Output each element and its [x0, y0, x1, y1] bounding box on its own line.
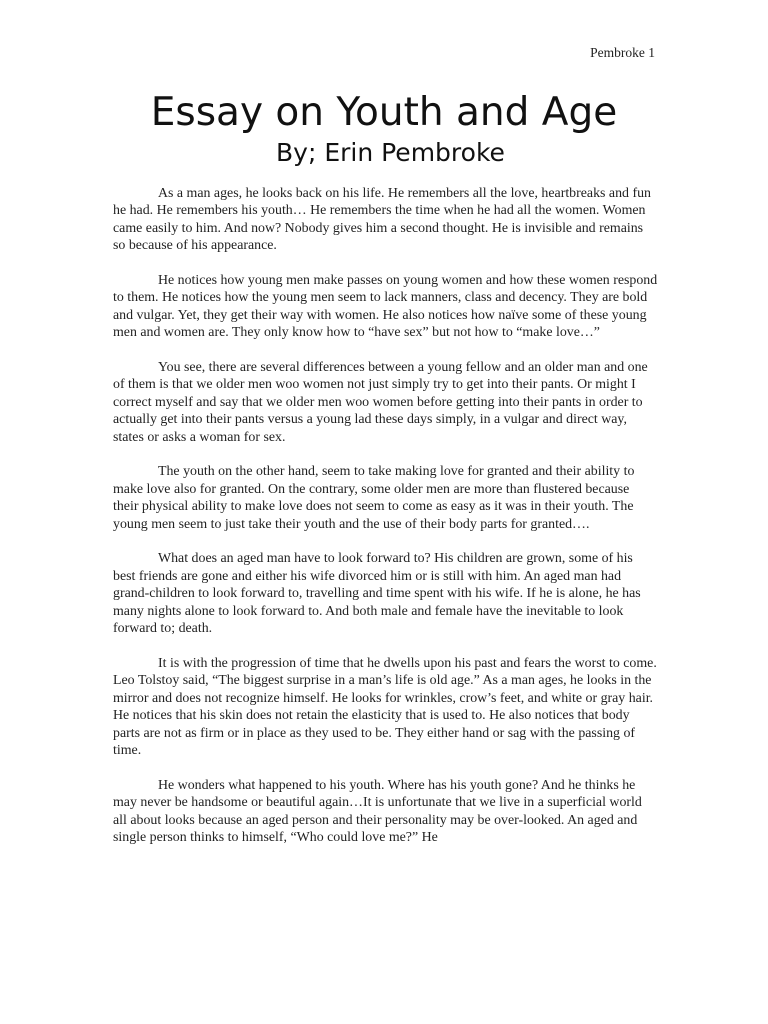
paragraph-5: What does an aged man have to look forward to? His children are grown, some of his best friends are gone and either his wife divorced him or is still with him. An aged man had grand-children to look forward to, travelling and time spent with his wife. If he is alone, he has many nights alone to look forward to. And both male and female have the inevitable to look forward to; death.	[113, 551, 641, 637]
essay-title: Essay on Youth and Age	[150, 90, 618, 135]
essay-body	[113, 185, 658, 864]
paragraph-6: It is with the progression of time that he dwells upon his past and fears the worst to come. Leo Tolstoy said, “The biggest surprise in a man’s life is old age.” As a man ages, he looks in the mirror and does not recognize himself. He looks for wrinkles, crow’s feet, and white or gray hair. He notices that his skin does not retain the elasticity that is used to. He also notices that body parts are not as firm or in place as they used to be. They either hand or sag with the passing of time.	[113, 655, 657, 758]
paragraph-3: You see, there are several differences between a young fellow and an older man and one of them is that we older men woo women not just simply try to get into their pants. Or might I correct myself and say that we older men woo women before getting into their pants in order to actually get into their pants versus a young lad these days simply, in a vulgar and direct way, states or asks a woman for sex.	[113, 360, 648, 445]
paragraph-7: He wonders what happened to his youth. Where has his youth gone? And he thinks he may never be handsome or beautiful again…It is unfortunate that we live in a superficial world all about looks because an aged person and their personality may be over-looked. An aged and single person thinks to himself, “Who could love me?” He	[113, 777, 642, 845]
paragraph-2: He notices how young men make passes on young women and how these women respond to them. He notices how the young men seem to lack manners, class and decency. They are bold and vulgar. Yet, they get their way with women. He also notices how naïve some of these young men and women are. They only know how to “have sex” but not how to “make love…”	[113, 273, 658, 341]
essay-byline: By; Erin Pembroke	[276, 138, 505, 167]
paragraph-1: As a man ages, he looks back on his life. He remembers all the love, heartbreaks and fun he had. He remembers his youth… He remembers the time when he had all the women. Women came easily to him. And now? Nobody gives him a second thought. He is invisible and remains so because of his appearance.	[113, 186, 651, 254]
running-head: Pembroke 1	[590, 45, 655, 60]
paragraph-4: The youth on the other hand, seem to take making love for granted and their ability to make love also for granted. On the contrary, some older men are more than flustered because their physical ability to make love does not seem to come as easy as it was in their youth. The young men seem to just take their youth and the use of their body parts for granted….	[113, 464, 635, 532]
